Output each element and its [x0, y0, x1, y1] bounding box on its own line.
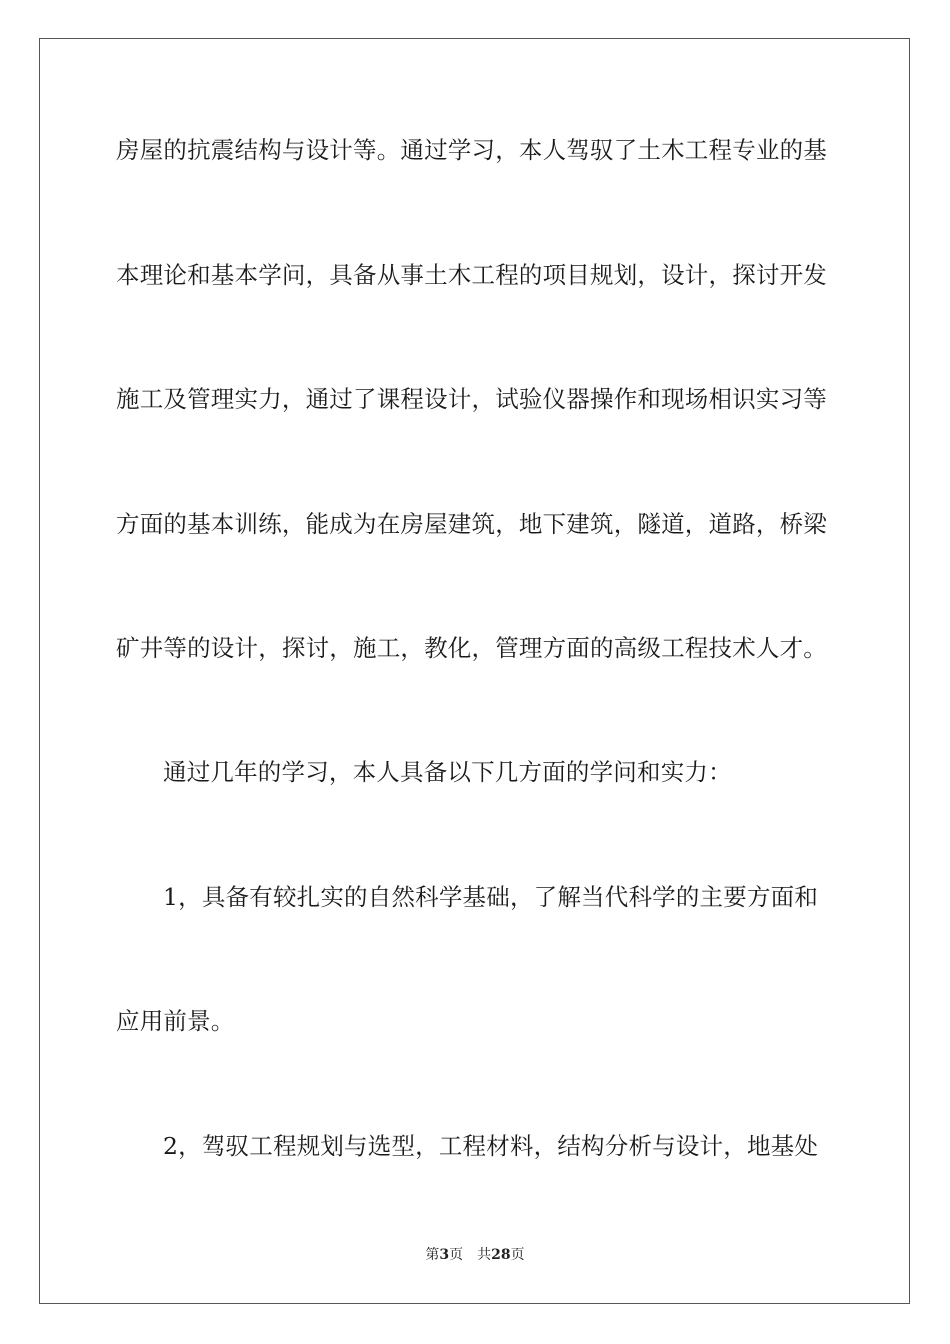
body-text-line: 本理论和基本学问，具备从事土木工程的项目规划，设计，探讨开发 — [116, 261, 827, 289]
list-item-2-line: 2，驾驭工程规划与选型，工程材料，结构分析与设计，地基处 — [163, 1132, 819, 1160]
page-border — [39, 38, 910, 1304]
footer-page-suffix: 页 — [449, 1247, 464, 1263]
paragraph-intro-line: 通过几年的学习，本人具备以下几方面的学问和实力： — [163, 758, 732, 786]
footer-total-suffix: 页 — [510, 1247, 525, 1263]
body-text-line: 矿井等的设计，探讨，施工，教化，管理方面的高级工程技术人才。 — [116, 634, 827, 662]
footer-total-prefix: 共 — [477, 1247, 492, 1263]
footer-total-number: 28 — [491, 1247, 511, 1263]
list-item-1-continuation: 应用前景。 — [116, 1007, 235, 1035]
footer-page-number: 3 — [439, 1247, 450, 1263]
list-item-1-line: 1，具备有较扎实的自然科学基础，了解当代科学的主要方面和 — [163, 883, 819, 911]
body-text-line: 施工及管理实力，通过了课程设计，试验仪器操作和现场相识实习等 — [116, 385, 827, 413]
body-text-line: 房屋的抗震结构与设计等。通过学习，本人驾驭了土木工程专业的基 — [116, 136, 827, 164]
footer-page-prefix: 第 — [425, 1247, 440, 1263]
body-text-line: 方面的基本训练，能成为在房屋建筑，地下建筑，隧道，道路，桥梁 — [116, 510, 827, 538]
page-footer — [0, 1246, 950, 1264]
